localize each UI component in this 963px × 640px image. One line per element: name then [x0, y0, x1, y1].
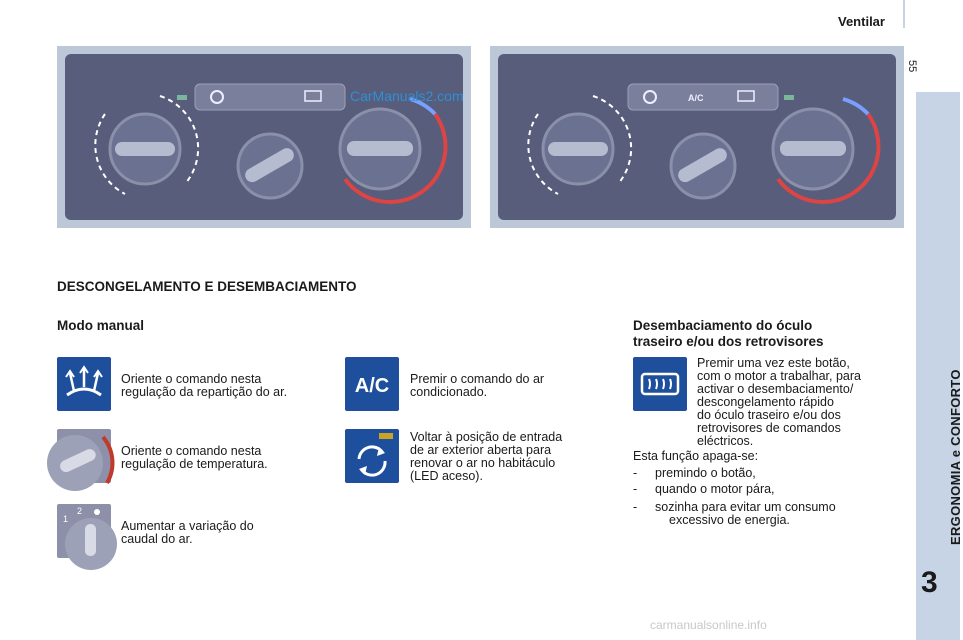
- item-ac-text: Premir o comando do ar condicionado.: [410, 372, 545, 399]
- list-item: - premindo o botão,: [633, 465, 756, 480]
- item-fan-speed-text: Aumentar a variação do caudal do ar.: [121, 519, 254, 546]
- section-title: Ventilar: [838, 14, 885, 29]
- off-intro: Esta função apaga-se:: [633, 449, 759, 463]
- manual-mode-title: Modo manual: [57, 318, 144, 333]
- svg-text:1: 1: [63, 514, 69, 524]
- control-panel-image-1: [57, 46, 471, 228]
- header-divider: [903, 0, 905, 28]
- item-recirculation-text: Voltar à posição de entrada de ar exterior aberta para renovar o ar no habitáculo (LED aceso).: [410, 430, 563, 483]
- svg-text:2: 2: [77, 506, 83, 516]
- recirculation-icon: [345, 429, 399, 483]
- list-item-continuation: excessivo de energia.: [669, 512, 790, 527]
- list-item: - quando o motor pára,: [633, 482, 775, 496]
- footer-watermark: carmanualsonline.info: [650, 618, 767, 632]
- chapter-number: 3: [921, 566, 938, 599]
- control-panel-image-2: [490, 46, 904, 228]
- chapter-tab: [916, 92, 960, 640]
- air-distribution-icon: [57, 357, 111, 411]
- ac-icon-label: A/C: [354, 375, 390, 397]
- ac-button-text: A/C: [688, 93, 704, 103]
- temperature-knob-icon: [57, 429, 111, 483]
- chapter-title: ERGONOMIA e CONFORTO: [948, 369, 963, 545]
- fan-speed-knob-icon: [57, 504, 111, 558]
- control-panel-drawing-1: [65, 54, 463, 220]
- rear-demist-description: Premir uma vez este botão, com o motor a trabalhar, para activar o desembaciamento/ descongelamento rápido do óculo traseiro e/ou dos retrovisores de comandos eléctricos.: [697, 356, 861, 448]
- rear-demist-off-list: [633, 448, 836, 527]
- rear-demist-title: Desembaciamento do óculo traseiro e/ou dos retrovisores: [633, 318, 824, 349]
- ac-icon: [345, 357, 399, 411]
- main-heading: DESCONGELAMENTO E DESEMBACIAMENTO: [57, 279, 357, 294]
- item-air-distribution-text: Oriente o comando nesta regulação da repartição do ar.: [121, 372, 288, 399]
- control-panel-drawing-2: [498, 54, 896, 220]
- watermark-text: CarManuals2.com: [350, 88, 464, 104]
- page-number: 55: [906, 60, 918, 73]
- item-temperature-text: Oriente o comando nesta regulação de temperatura.: [121, 444, 268, 471]
- list-item: - sozinha para evitar um consumo: [633, 499, 836, 514]
- rear-window-defrost-icon: [633, 357, 687, 411]
